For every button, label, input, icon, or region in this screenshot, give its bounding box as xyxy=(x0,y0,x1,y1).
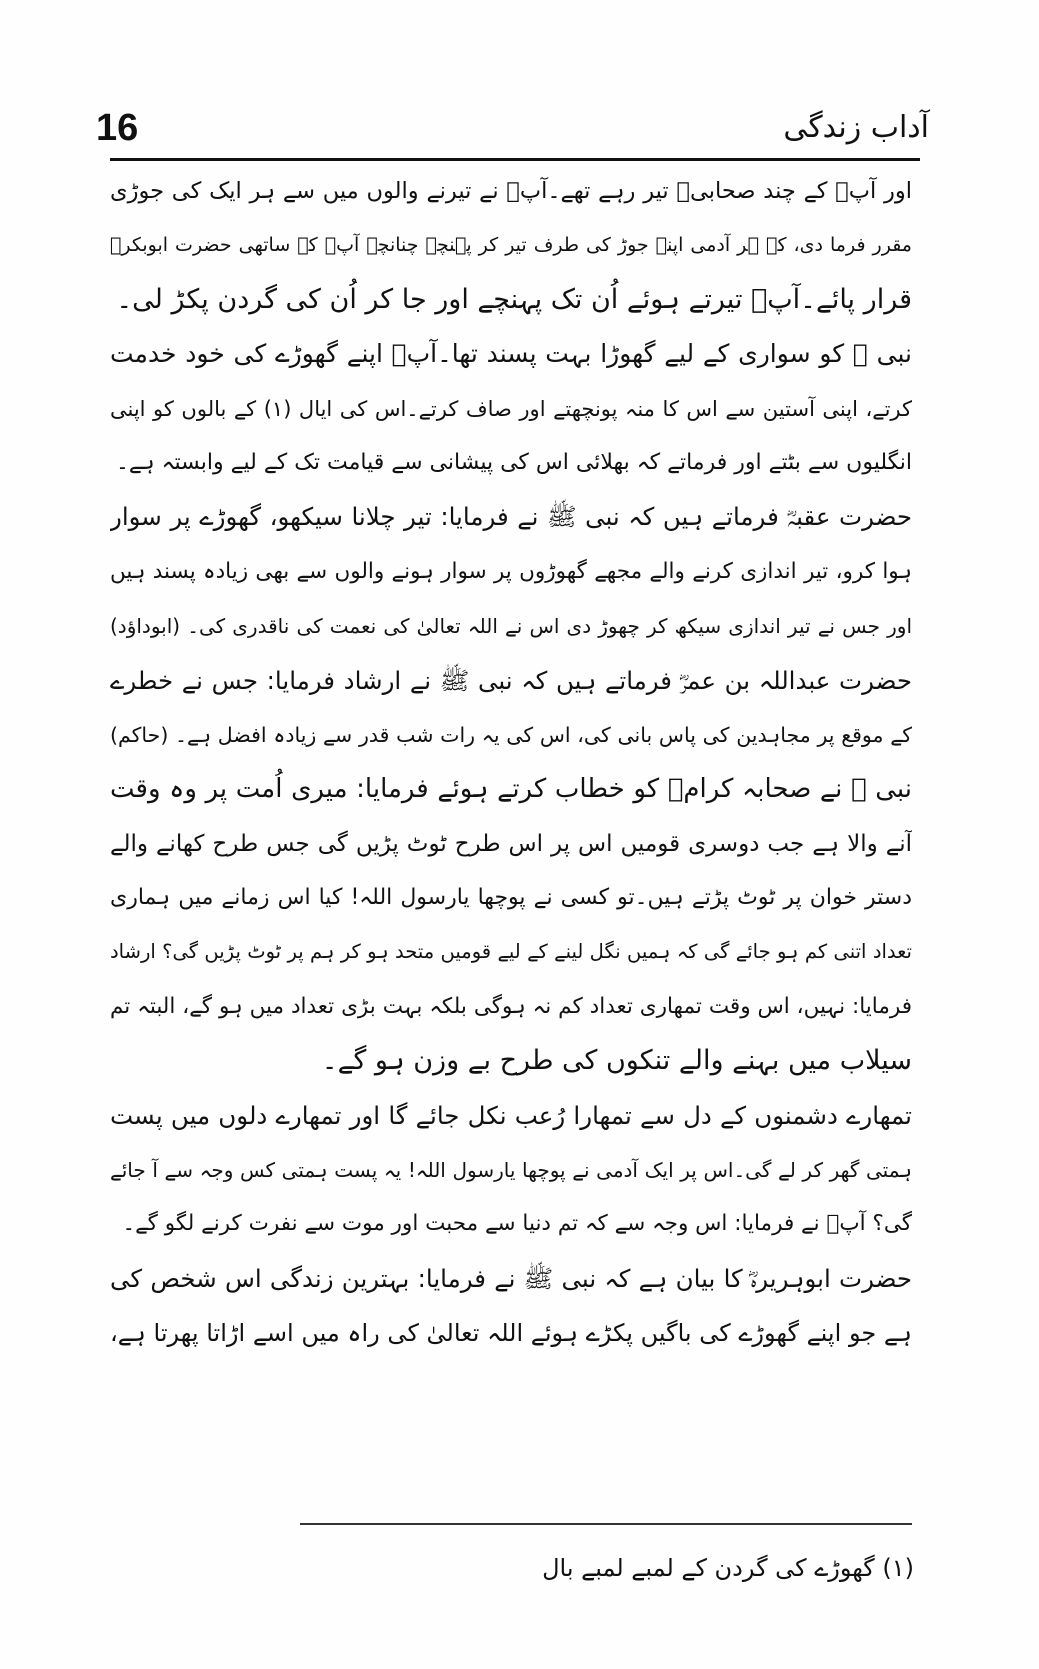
text-line: حضرت عبداللہ بن عمرؓ فرماتے ہیں کہ نبی ﷺ نے ارشاد فرمایا: جس نے خطرے xyxy=(110,665,912,695)
text-line: نبی ﷺ کو سواری کے لیے گھوڑا بہت پسند تھا۔آپؐ اپنے گھوڑے کی خود خدمت xyxy=(110,339,912,369)
text-line: اور آپؐ کے چند صحابیؓ تیر رہے تھے۔آپؐ نے تیرنے والوں میں سے ہر ایک کی جوڑی xyxy=(110,178,912,204)
footnote-rule xyxy=(300,1523,912,1525)
text-line: تمھارے دشمنوں کے دل سے تمھارا رُعب نکل جائے گا اور تمھارے دلوں میں پست xyxy=(110,1100,912,1130)
text-line: اور جس نے تیر اندازی سیکھ کر چھوڑ دی اس نے اللہ تعالیٰ کی نعمت کی ناقدری کی۔ (ابوداؤد) xyxy=(110,614,912,639)
text-line: مقرر فرما دی، کہ ہر آدمی اپنے جوڑ کی طرف تیر کر پہنچے چنانچہ آپؐ کے ساتھی حضرت ابوبکرؓ xyxy=(110,234,912,257)
text-line: نبی ﷺ نے صحابہ کرامؓ کو خطاب کرتے ہوئے فرمایا: میری اُمت پر وہ وقت xyxy=(110,774,912,805)
text-line: سیلاب میں بہنے والے تنکوں کی طرح بے وزن ہو گے۔ xyxy=(321,1045,912,1077)
text-line: آنے والا ہے جب دوسری قومیں اس پر اس طرح ٹوٹ پڑیں گی جس طرح کھانے والے xyxy=(110,830,912,857)
text-line: فرمایا: نہیں، اس وقت تمھاری تعداد کم نہ ہوگی بلکہ بہت بڑی تعداد میں ہو گے، البتہ تم xyxy=(110,993,912,1019)
body-text xyxy=(110,164,912,1361)
text-line: تعداد اتنی کم ہو جائے گی کہ ہمیں نگل لینے کے لیے قومیں متحد ہو کر ہم پر ٹوٹ پڑیں گی؟ ارشاد xyxy=(110,940,912,964)
page-number: 16 xyxy=(96,107,139,149)
header-rule xyxy=(110,158,920,161)
text-line: انگلیوں سے بٹتے اور فرماتے کہ بھلائی اس کی پیشانی سے قیامت تک کے لیے وابستہ ہے۔ xyxy=(115,449,912,475)
text-line: حضرت ابوہریرہؓ کا بیان ہے کہ نبی ﷺ نے فرمایا: بہترین زندگی اس شخص کی xyxy=(110,1263,912,1293)
running-header-title: آداب زندگی xyxy=(783,110,929,145)
text-line: حضرت عقبہؓ فرماتے ہیں کہ نبی ﷺ نے فرمایا: تیر چلانا سیکھو، گھوڑے پر سوار xyxy=(110,502,912,532)
text-line: ہوا کرو، تیر اندازی کرنے والے مجھے گھوڑوں پر سوار ہونے والوں سے بھی زیادہ پسند ہیں xyxy=(110,558,912,584)
text-line: کرتے، اپنی آستین سے اس کا منہ پونچھتے اور صاف کرتے۔اس کی ایال (۱) کے بالوں کو اپنی xyxy=(110,396,912,421)
footnote: (۱) گھوڑے کی گردن کے لمبے لمبے بال xyxy=(542,1554,914,1582)
text-line: کے موقع پر مجاہدین کی پاس بانی کی، اس کی یہ رات شب قدر سے زیادہ افضل ہے۔ (حاکم) xyxy=(110,722,912,747)
text-line: دستر خوان پر ٹوٹ پڑتے ہیں۔تو کسی نے پوچھا یارسول اللہ! کیا اس زمانے میں ہماری xyxy=(110,885,912,911)
text-line: ہمتی گھر کر لے گی۔اس پر ایک آدمی نے پوچھا یارسول اللہ! یہ پست ہمتی کس وجہ سے آ جائے xyxy=(110,1158,912,1183)
text-line: ہے جو اپنے گھوڑے کی باگیں پکڑے ہوئے اللہ تعالیٰ کی راہ میں اسے اڑاتا پھرتا ہے، xyxy=(110,1319,912,1348)
text-line: گی؟ آپؐ نے فرمایا: اس وجہ سے کہ تم دنیا سے محبت اور موت سے نفرت کرنے لگو گے۔ xyxy=(122,1211,912,1237)
text-line: قرار پائے۔آپؐ تیرتے ہوئے اُن تک پہنچے اور جا کر اُن کی گردن پکڑ لی۔ xyxy=(116,283,912,315)
